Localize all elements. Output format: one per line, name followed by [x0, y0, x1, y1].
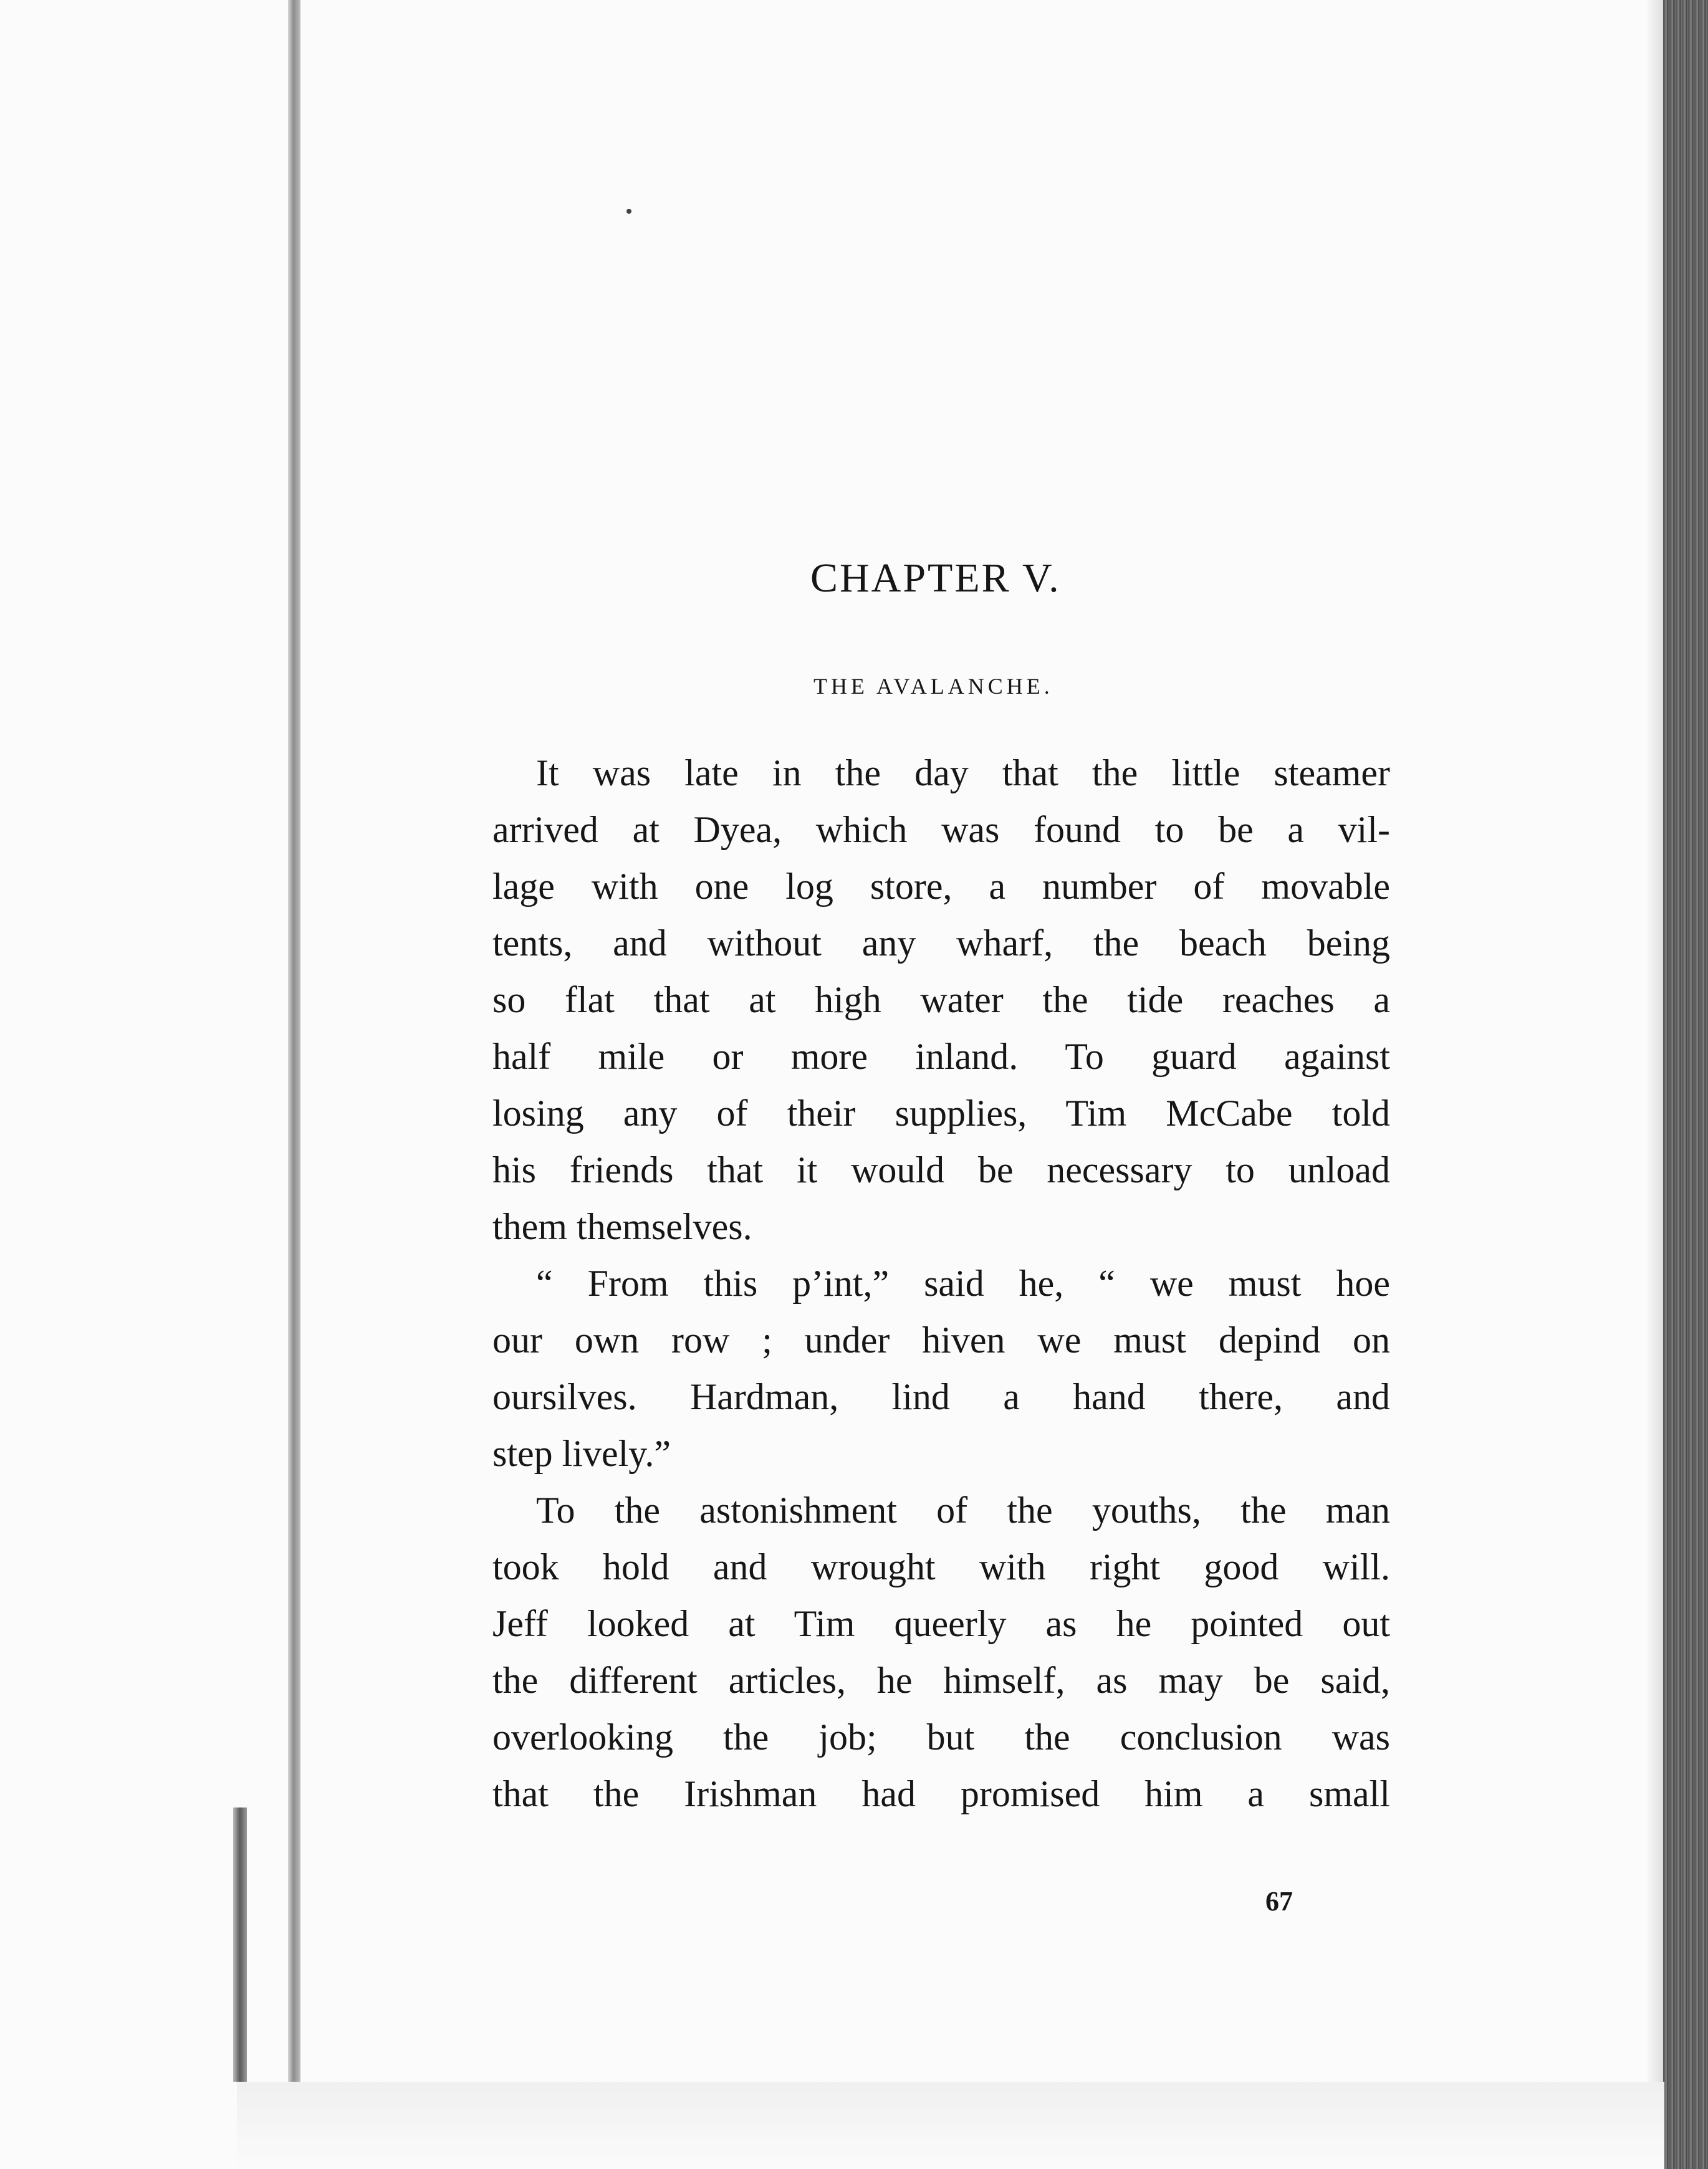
- text-line: “ From this p’int,” said he, “ we must hoe: [536, 1263, 1390, 1304]
- text-line: his friends that it would be necessary to unload: [492, 1149, 1390, 1190]
- binding-gutter: [288, 0, 300, 2082]
- text-line: lage with one log store, a number of movable: [492, 866, 1390, 907]
- text-line: It was late in the day that the little steamer: [536, 752, 1390, 793]
- binding-gutter-shadow: [233, 1808, 247, 2082]
- text-line: took hold and wrought with right good will.: [492, 1546, 1390, 1587]
- page-edge: [1663, 0, 1708, 2169]
- bottom-margin-shadow: [237, 2082, 1664, 2169]
- text-line: our own row ; under hiven we must depind on: [492, 1319, 1390, 1361]
- text-line: oursilves. Hardman, lind a hand there, and: [492, 1376, 1390, 1417]
- body-text: [492, 745, 1390, 1822]
- text-line: To the astonishment of the youths, the man: [536, 1490, 1390, 1531]
- text-line: losing any of their supplies, Tim McCabe told: [492, 1093, 1390, 1134]
- chapter-title: CHAPTER V.: [810, 555, 1061, 601]
- text-line: step lively.”: [492, 1433, 671, 1474]
- text-line: that the Irishman had promised him a small: [492, 1773, 1390, 1814]
- text-line: overlooking the job; but the conclusion was: [492, 1717, 1390, 1758]
- text-line: them themselves.: [492, 1206, 752, 1247]
- chapter-subtitle: THE AVALANCHE.: [813, 674, 1053, 699]
- text-line: half mile or more inland. To guard against: [492, 1036, 1390, 1077]
- page-number: 67: [1265, 1886, 1293, 1917]
- text-line: arrived at Dyea, which was found to be a vil-: [492, 809, 1390, 850]
- page-edge-shadow: [1646, 0, 1663, 2169]
- ink-speck: [626, 209, 631, 214]
- text-line: tents, and without any wharf, the beach being: [492, 922, 1390, 964]
- text-line: the different articles, he himself, as may be said,: [492, 1660, 1390, 1701]
- text-line: so flat that at high water the tide reaches a: [492, 979, 1390, 1020]
- text-line: Jeff looked at Tim queerly as he pointed out: [492, 1603, 1390, 1644]
